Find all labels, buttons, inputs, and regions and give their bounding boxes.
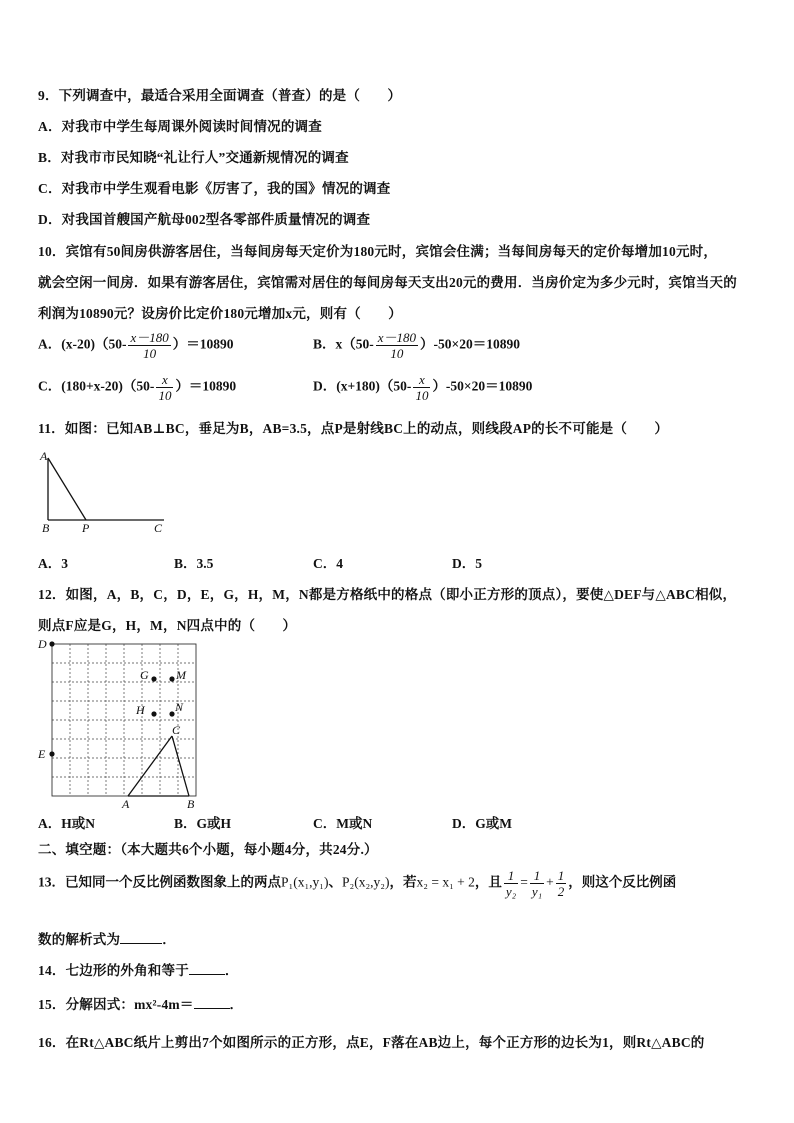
section-fill-in-title: 二、填空题：（本大题共6个小题，每小题4分，共24分.） — [38, 842, 378, 857]
q12-option-b: B．G或H — [174, 816, 232, 831]
q12-point-h — [151, 711, 156, 716]
q9-option-a: A．对我市中学生每周课外阅读时间情况的调查 — [38, 119, 322, 134]
q14-answer-blank[interactable] — [189, 962, 225, 975]
q10-option-a: A．(x-20)（50- $\frac{x-180}{10}$ ）＝10890 — [38, 330, 234, 361]
q12-point-e — [49, 751, 54, 756]
q12-point-m — [169, 676, 174, 681]
q15-answer-blank[interactable] — [194, 996, 230, 1009]
q9-option-b: B．对我市市民知晓“礼让行人”交通新规情况的调查 — [38, 150, 349, 165]
q12-option-c: C．M或N — [313, 816, 373, 831]
q12-label-n: N — [175, 700, 184, 714]
q9-option-c: C．对我市中学生观看电影《厉害了，我的国》情况的调查 — [38, 181, 391, 196]
q16: 16．在Rt△ABC纸片上剪出7个如图所示的正方形，点E，F落在AB边上，每个正方形的边长为1，则Rt△ABC的 — [38, 1035, 705, 1050]
q12-stem-line2: 则点F应是G，H，M，N四点中的（ ） — [38, 618, 297, 633]
q10-option-d: D．(x+180)（50- $\frac{x}{10}$ ）-50×20＝10890 — [313, 372, 533, 403]
q12-grid-figure — [36, 634, 204, 810]
q11-segment-ap — [48, 458, 86, 520]
q11-label-a: A — [40, 449, 48, 463]
q11-label-p: P — [82, 521, 90, 535]
q10-option-b: B．x（50- $\frac{x-180}{10}$ ）-50×20＝10890 — [313, 330, 520, 361]
q10-stem-line3: 利润为10890元？设房价比定价180元增加x元，则有（ ） — [38, 306, 402, 321]
q9-stem: 9．下列调查中，最适合采用全面调查（普查）的是（ ） — [38, 88, 402, 103]
q12-label-b: B — [187, 797, 195, 810]
q12-option-a: A．H或N — [38, 816, 95, 831]
q12-stem-line1: 12．如图，A，B，C，D，E，G，H，M，N都是方格纸中的格点（即小正方形的顶点），要使△DEF与△ABC相似， — [38, 587, 737, 602]
q10-option-c: C．(180+x-20)（50- $\frac{x}{10}$ ）＝10890 — [38, 372, 237, 403]
q12-grid-lines — [52, 644, 196, 796]
q10-stem-line2: 就会空闲一间房．如果有游客居住，宾馆需对居住的每间房每天支出20元的费用．当房价定为多少元时，宾馆当天的 — [38, 275, 737, 290]
q11-label-c: C — [154, 521, 163, 535]
q12-label-a: A — [122, 797, 130, 810]
q12-label-e: E — [38, 747, 46, 761]
q12-label-h: H — [136, 703, 145, 717]
q12-point-n — [169, 711, 174, 716]
q9-option-d: D．对我国首艘国产航母002型各零部件质量情况的调查 — [38, 212, 371, 227]
q11-figure — [34, 448, 174, 538]
q11-option-b: B．3.5 — [174, 556, 214, 571]
q12-label-d: D — [38, 637, 47, 651]
q12-option-d: D．G或M — [452, 816, 512, 831]
q11-stem: 11．如图：已知AB⊥BC，垂足为B，AB=3.5，点P是射线BC上的动点，则线段AP的长不可能是（ ） — [38, 421, 669, 436]
q12-point-g — [151, 676, 156, 681]
q12-label-m: M — [176, 668, 186, 682]
q14: 14．七边形的外角和等于 ． — [38, 963, 239, 978]
q12-segment-bc — [172, 736, 189, 796]
q13-answer-blank[interactable] — [120, 931, 162, 944]
q15: 15．分解因式：mx²-4m＝ ． — [38, 997, 244, 1012]
q11-label-b: B — [42, 521, 50, 535]
q13-line1: 13．已知同一个反比例函数图象上的两点P₁(x₁,y₁)、P₂(x₂,y₂)，若x₂ = x₁ + 2，且 $\frac{1}{\text{y₂}}$ = $\frac{1}{\text{y₁}}$ + $\frac{1}{2}$ ，则这个反比例函 — [38, 868, 677, 899]
q11-option-c: C．4 — [313, 556, 343, 571]
q12-segment-ac — [128, 736, 172, 796]
q11-option-a: A．3 — [38, 556, 68, 571]
q12-label-g: G — [140, 668, 149, 682]
q11-option-d: D．5 — [452, 556, 482, 571]
q12-label-c: C — [172, 723, 181, 737]
q12-point-d — [49, 641, 54, 646]
q13-line2: 数的解析式为 ． — [38, 932, 176, 947]
q10-stem-line1: 10．宾馆有50间房供游客居住，当每间房每天定价为180元时，宾馆会住满；当每间房每天的定价每增加10元时， — [38, 244, 718, 259]
